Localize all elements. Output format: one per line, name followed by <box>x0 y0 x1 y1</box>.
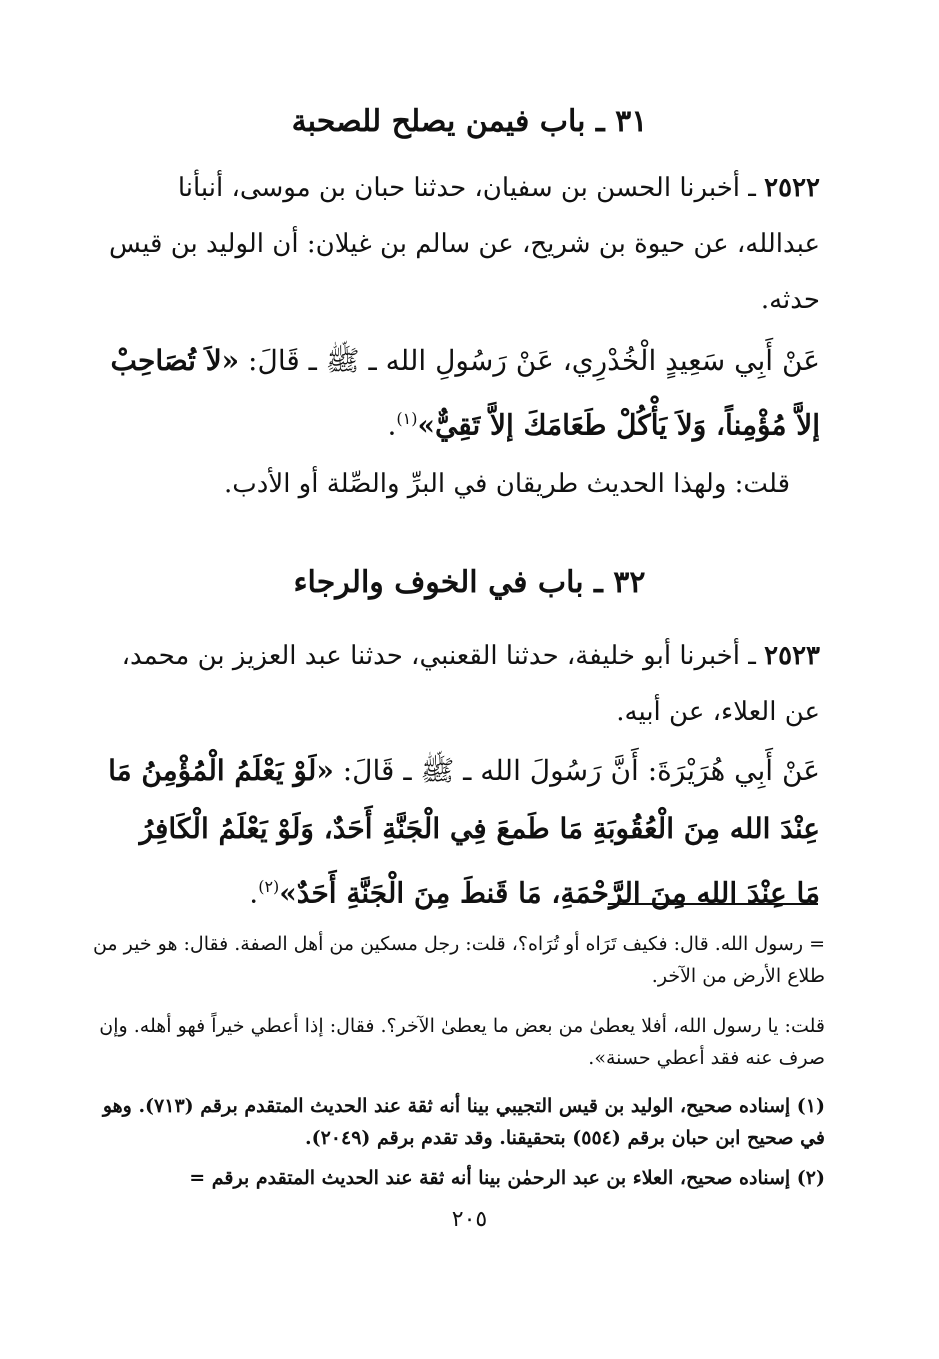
isnad-text: ـ أخبرنا أبو خليفة، حدثنا القعنبي، حدثنا عبد العزيز بن محمد، عن العلاء، عن أبيه. <box>121 641 820 727</box>
hadith-quote: «لَوْ يَعْلَمُ الْمُؤْمِنُ مَا عِنْدَ الله مِنَ الْعُقُوبَةِ مَا طَمعَ فِي الْجَنَّةِ أَحَدٌ، وَلَوْ يَعْلَمُ الْكَافِرُ مَا عِنْدَ الله مِنَ الرَّحْمَةِ، مَا قَنطَ مِنَ الْجَنَّةِ أَحَدٌ» <box>108 754 820 910</box>
isnad-text: ـ أخبرنا الحسن بن سفيان، حدثنا حبان بن موسى، أنبأنا عبدالله، عن حيوة بن شريح، عن سالم بن غيلان: أن الوليد بن قيس حدثه. <box>109 173 820 315</box>
period: . <box>249 876 259 910</box>
hadith-quote: «لاَ تُصَاحِبْ إلاَّ مُؤْمِناً، وَلاَ يَأْكُلْ طَعَامَكَ إلاَّ تَقِيٌّ» <box>110 344 820 442</box>
footnote-ref: (١) <box>396 409 418 428</box>
hadith-isnad-2523 <box>108 628 820 740</box>
hadith-isnad-2522 <box>108 160 820 328</box>
hadith-matn-2522 <box>108 332 820 454</box>
section-heading-32: ٣٢ ـ باب في الخوف والرجاء <box>293 565 646 600</box>
footnote-continuation-2: قلت: يا رسول الله، أفلا يعطىٰ من بعض ما يعطىٰ الآخر؟. فقال: إذا أعطي خيراً فهو أهله. وإن صرف عنه فقد أعطي حسنة». <box>99 1015 825 1069</box>
page-number: ٢٠٥ <box>451 1207 488 1232</box>
hadith-intro: عَنْ أَبِي سَعِيدٍ الْخُدْرِي، عَنْ رَسُولِ الله ـ ﷺ ـ قَالَ: <box>239 344 820 377</box>
hadith-intro: عَنْ أَبِي هُرَيْرَةَ: أَنَّ رَسُولَ الله ـ ﷺ ـ قَالَ: <box>333 754 820 787</box>
hadith-number: ٢٥٢٣ <box>764 641 820 671</box>
footnote-1: (١) إسناده صحيح، الوليد بن قيس التجيبي بينا أنه ثقة عند الحديث المتقدم برقم (٧١٣). وهو في صحيح ابن حبان برقم (٥٥٤) بتحقيقنا. وقد تقدم برقم (٢٠٤٩). <box>102 1095 825 1149</box>
footnote-ref: (٢) <box>258 877 280 896</box>
footnote-divider <box>608 903 818 905</box>
period: . <box>387 408 397 442</box>
hadith-matn-2523 <box>108 742 820 922</box>
hadith-number: ٢٥٢٢ <box>764 173 820 203</box>
footnote-continuation-1: = رسول الله. قال: فكيف تَرَاه أو تُرَاه؟، قلت: رجل مسكين من أهل الصفة. فقال: هو خير من طلاع الأرض من الآخر. <box>92 933 825 987</box>
section-heading-31: ٣١ ـ باب فيمن يصلح للصحبة <box>291 104 648 139</box>
footnote-2: (٢) إسناده صحيح، العلاء بن عبد الرحمٰن بينا أنه ثقة عند الحديث المتقدم برقم = <box>189 1167 825 1189</box>
author-note: قلت: ولهذا الحديث طريقان في البرِّ والصِّلة أو الأدب. <box>224 469 790 499</box>
